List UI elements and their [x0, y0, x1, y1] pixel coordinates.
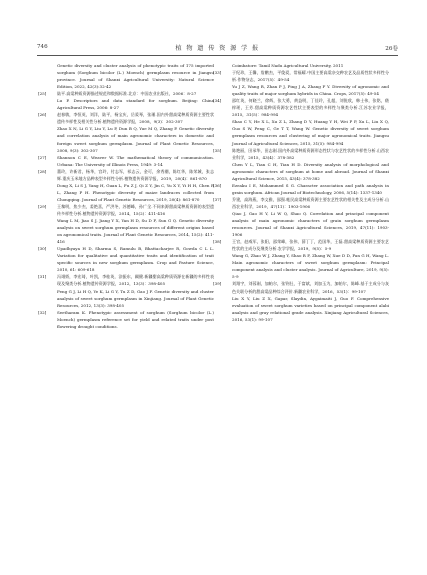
reference-entry	[38, 203, 214, 217]
reference-entry	[38, 288, 214, 309]
reference-text: Lu P. Descriptors and data standard for sorghum. Beijing: China Agricultural Press, 2006: 8-27	[57, 98, 214, 111]
reference-text: Ezeaku I E, Mohammed S G. Character association and path analysis in grain sorghum. African Journal of Biotechnology, 2006, 5(14): 1337-1340	[232, 182, 389, 195]
reference-text: Qiao J, Gao H Y, Li W Q, Shao Q. Correlation and principal component analysis of main agronomic characters of grain sorghum germplasm resources. Journal of Shanxi Agricultural Sciences, 2019, 47(11): 1903-1906	[232, 210, 389, 238]
reference-text: Wang G, Zhao W J, Zhang Y, Shao R F, Zhang W, Xue D D, Fan G H, Wang L. Main agronomic characters of sweet sorghum germplasm: Principal component analysis and cluster analysis. Journal of Agriculture, 2019, 9(5): 5-9	[232, 253, 389, 280]
reference-entry	[38, 245, 214, 273]
volume-label: 26卷	[385, 46, 398, 52]
reference-entry	[213, 97, 389, 118]
reference-number: [38]	[213, 239, 222, 245]
header-rule	[37, 55, 398, 56]
reference-number: [33]	[213, 70, 222, 76]
reference-text: Feng G J, Li H Q, Ye K, Li G Y, Tu Z D, Gao J F. Genetic diversity and cluster analysis of sweet sorghum germplasm in Xinjiang. Journal of Plant Genetic Resources, 2012, 13(3): 398-405	[57, 288, 214, 308]
reference-entry	[213, 118, 389, 146]
reference-text: Shao C Y, He X L, Xu Z L, Zhang D Y, Huang Y H, Wei P P, Xu L, Liu X Q, Guo S W, Peng C, Ge T T, Wang W. Genetic diversity of sweet sorghum germplasm resources and clustering of major agronomical traits. Jiangsu Journal of Agricultural Sciences, 2015, 31(5): 984-994	[232, 119, 389, 146]
reference-number: [27]	[38, 154, 47, 160]
reference-entry	[213, 280, 389, 294]
reference-text: 王黎明，焦少杰，姜艳喜，严洪冬，苏德峰，孙广全.不同来源甜高粱种质资源的表型遗传多样性分析.植物遗传资源学报，2014，15(2)：411-416	[57, 203, 214, 216]
reference-text: Dong X, Li S J, Yang H, Guan L, Fu Z J, Qi Z Y, Jin C, Yu X Y, Yi H H, Chen R L, Zhang P H. Phenotypic diversity of maize landraces collected from Chongqing. Journal of Plant Genetic Resources, 2019, 20(4): 861-870	[57, 182, 214, 202]
reference-entry	[213, 210, 389, 238]
reference-text: 乔建，高海燕，李文雅，邵强.帐民高粱种质资源主要农艺性状的相关性及主成分分析.山西农业科学，2019，47(11)：1903-1906	[232, 196, 389, 209]
reference-entry	[213, 196, 389, 210]
left-column	[38, 62, 214, 330]
reference-number: [32]	[38, 309, 47, 315]
reference-number: [36]	[213, 182, 222, 188]
reference-text: 王官，赵威军，张阳，邵荣峰，张伟，薛丁丁，范国华，王磊.甜高粱种质资源主要农艺性状的主成分及聚类分析.农学学报，2019，9(5)：5-9	[232, 239, 389, 252]
reference-text: 陈艳丽，田承华，田志刚.国内外高粱种质资源形态性状与农艺性状的多样性分析.山西农业科学，2015，43(4)：378-382	[232, 147, 389, 160]
reference-text: 赵春敏，李恒英，刘洋，陆平，杨宝庆，岳爱琴，张瑾.国内外甜高粱种质资源主要性状遗传多样性及相关性分析.植物遗传资源学报，2008，9(3)：302-307	[57, 112, 214, 125]
reference-number: [34]	[213, 98, 222, 104]
reference-text: 于纪珍，王馨，詹鹏杰，平俊爱，常福耀.中国主要高粱杂交种农艺及品质性状多样性分析.作物杂志，2017(5)：49-54	[232, 70, 389, 83]
reference-text: Yu J Z, Wang R, Zhan P J, Ping J A, Zhang F Y. Diversity of agronomic and quality traits of major sorghum hybrids in China. Crops, 2017(5): 49-54	[232, 84, 389, 97]
reference-entry	[38, 154, 214, 168]
running-header	[37, 42, 398, 54]
reference-entry	[213, 161, 389, 182]
reference-number: [39]	[213, 281, 222, 287]
journal-title: 植 物 遗 传 资 源 学 报	[175, 45, 260, 52]
reference-text: 陆平.高粱种质资源描述规范和数据标准.北京：中国农业出版社，2006：8-27	[57, 91, 197, 97]
reference-entry	[213, 62, 389, 69]
reference-text: Zhao X N, Li G Y, Liu Y, Lu P, Dun B Q, Yue M Q, Zhang P. Genetic diversity and correlation analysis of main agronomic characters in domestic and foreign sweet sorghum germplasm. Journal of Plant Genetic Resources, 2008, 9(3): 302-307	[57, 126, 214, 153]
reference-entry	[38, 217, 214, 245]
reference-text: 邵红英，何晓兰，徐辉，张大勇，黄益明，丁佳玲，孔超，刘锐欣，韩士伟，张铭，嵇梓瑶，王芳.甜高粱种质资源农艺性状主要表型的多样性与聚类分析.江苏农业学报，2015，31(5)：984-994	[232, 98, 389, 118]
reference-number: [35]	[213, 147, 222, 153]
reference-entry	[213, 147, 389, 161]
reference-entry	[38, 168, 214, 182]
reference-text: 冯翊娇，李宏琦，叶凯，李桂英，涂振东，阚健.新疆甜高粱种质资源在新疆的多样性表现及聚类分析.植物遗传资源学报，2012，13(3)：398-405	[57, 274, 214, 287]
reference-entry	[38, 62, 214, 90]
reference-entry	[38, 182, 214, 203]
reference-text: Seetharam K. Phenotypic assessment of sorghum (Sorghum bicolor (L.) Moench) germplasm reference set for yield and related traits under post flowering drought conditions.	[57, 309, 214, 329]
reference-text: Chen Y L, Tian C H, Tian H D. Diversity analysis of morphological and agronomic characters of sorghum at home and abroad. Journal of Shanxi Agricultural Science, 2015, 43(4): 378-382	[232, 161, 389, 181]
reference-number: [26]	[38, 112, 47, 118]
reference-entry	[213, 238, 389, 252]
right-column	[213, 62, 389, 323]
reference-text: Wang L M, Jiao S J, Jiang Y X, Yan H D, Su D F, Sun G Q. Genetic diversity analysis on sweet sorghum germplasm resources of different origins based on agronomical traits. Journal of Plant Genetic Resources, 2014, 15(2): 411-416	[57, 218, 214, 245]
reference-number: [37]	[213, 196, 222, 202]
reference-entry	[38, 90, 214, 97]
reference-text: Liu X Y, Liu Z X, Gapar, Slaydin, Aygaimaiti J, Guo F. Comprehensive evaluation of sweet sorghum varieties based on principal component alabi analysis and gray relational grade analysis. Xinjiang Agricultural Sciences, 2016, 53(1): 99-107	[232, 295, 389, 322]
reference-entry	[213, 252, 389, 280]
reference-entry	[38, 273, 214, 287]
reference-text: 董玲，许新君，杨华，宫玲，付志军，祁志云，金可，余秀潮，陈红华，陈荣城，张志辉.重庆玉米地方品种表型多样性分析.植物遗传资源学报，2019，20(4)：861-870	[57, 168, 214, 181]
reference-entry	[213, 182, 389, 196]
reference-text: 刘翔宇，刘蓉刚，加帕尔，张铃肚，于富斌，刘加玉为，加帕尔，陈峰.基于主成分与灰色关联分析的甜高粱品种综合评价.新疆农业科学，2016，53(1)：99-107	[232, 281, 389, 294]
reference-number: [30]	[38, 246, 47, 252]
reference-number: [29]	[38, 203, 47, 209]
reference-entry	[38, 309, 214, 330]
reference-text: Upadhyaya H D, Sharma S, Ramulu B, Bhattacharjee R, Gowda C L L. Variation for qualitative and quantitative traits and identification of trait specific sources in new sorghum germplasm. Crop and Pasture Science, 2010, 61: 609-618	[57, 246, 214, 273]
reference-entry	[213, 295, 389, 323]
reference-number: [25]	[38, 91, 47, 97]
reference-text: Coimbatore: Tamil Nadu Agricultural University, 2011	[232, 63, 344, 68]
reference-entry	[38, 97, 214, 111]
reference-number: [31]	[38, 274, 47, 280]
reference-text: Shannon C E, Weaver W. The mathematical theory of communication. Urbana: The University of Illinois Press, 1949: 3-14	[57, 154, 214, 167]
reference-entry	[38, 125, 214, 153]
reference-entry	[38, 111, 214, 125]
reference-number: [28]	[38, 168, 47, 174]
reference-text: Genetic diversity and cluster analysis of phenotypic traits of 175 imported sorghum (Sorghum bicolor (L.) Moench) germplasm resource in Jiangsu province. Journal of Shanxi Agricultural University: Natural Science Edition, 2022, 42(3):32-42	[57, 63, 214, 90]
reference-entry	[213, 83, 389, 97]
reference-entry	[213, 69, 389, 83]
page-number: 746	[37, 44, 48, 50]
